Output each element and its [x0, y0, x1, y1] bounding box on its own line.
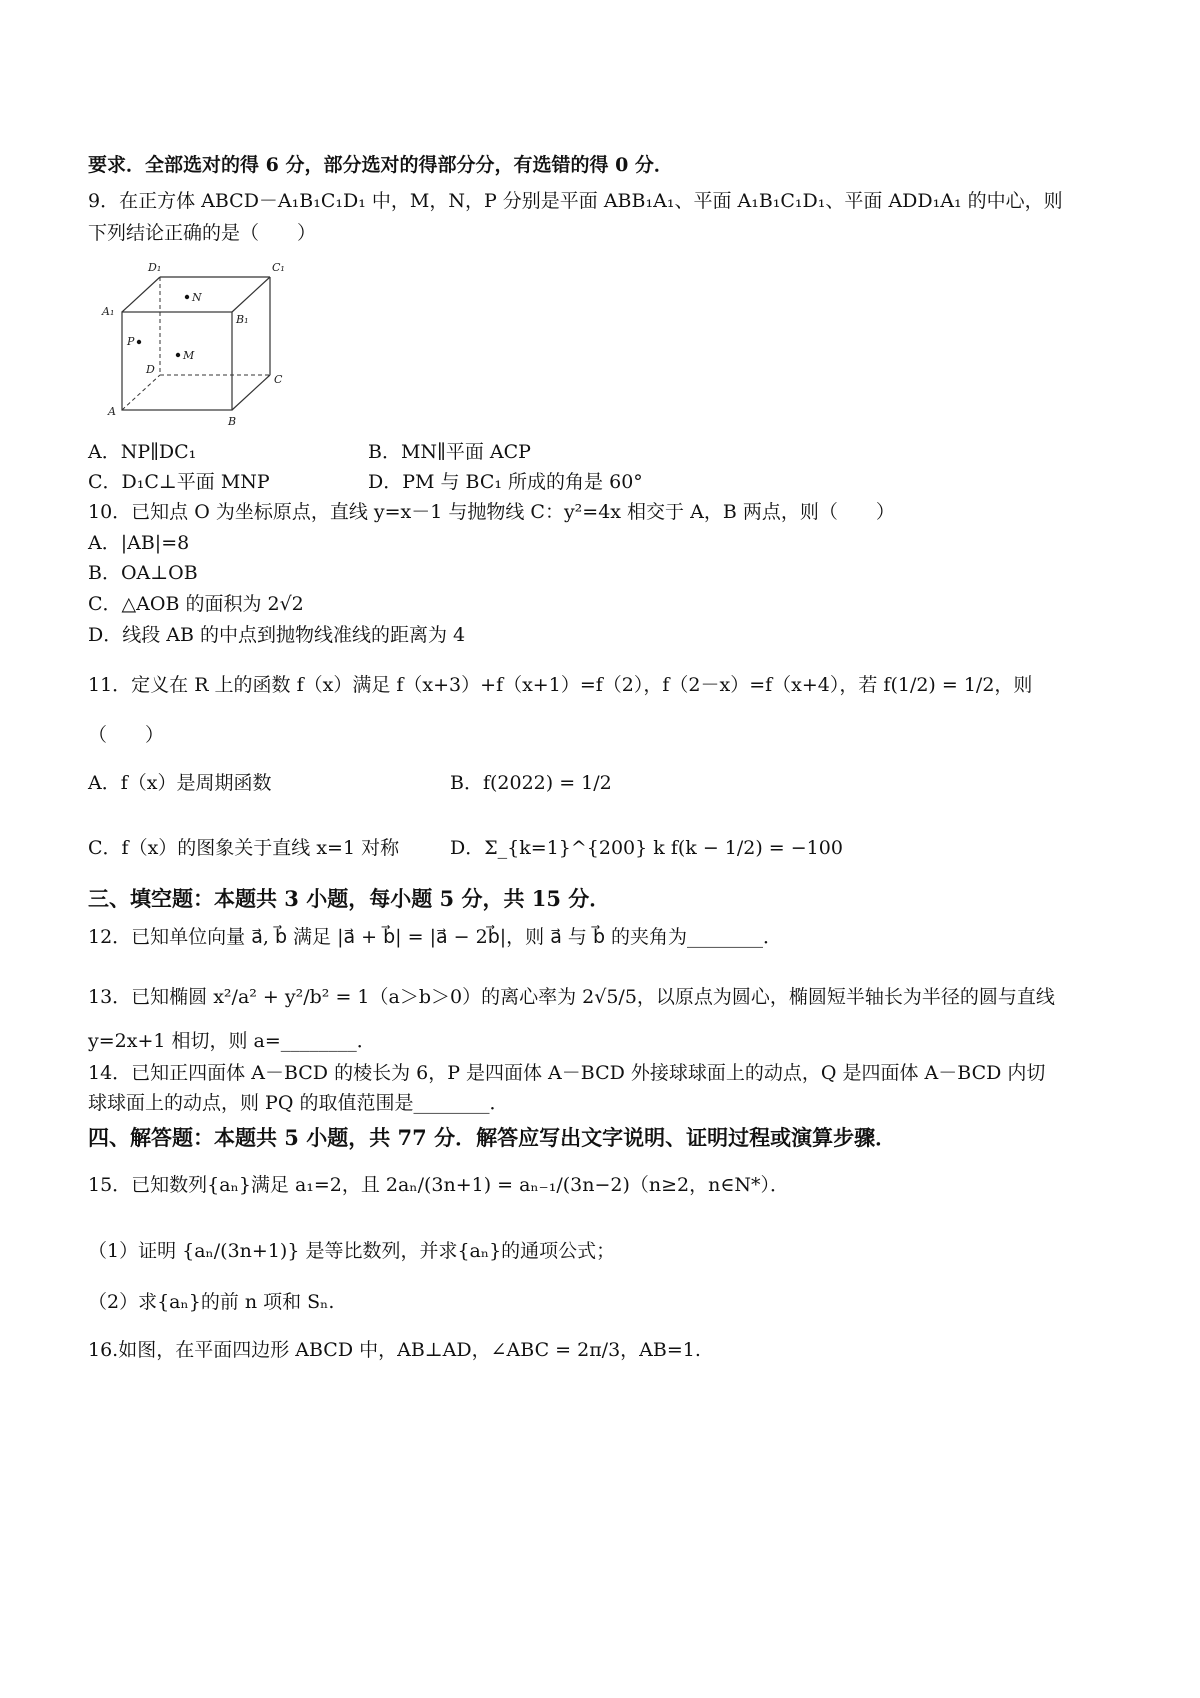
label-p: P: [127, 335, 135, 348]
q10-option-a: A．|AB|=8: [88, 532, 190, 554]
q10-option-b: B．OA⊥OB: [88, 562, 198, 584]
label-m: M: [183, 349, 195, 362]
q14-stem-line2: 球球面上的动点，则 PQ 的取值范围是________．: [88, 1092, 509, 1114]
q13-stem-line1: 13．已知椭圆 x²/a² + y²/b² = 1（a＞b＞0）的离心率为 2√5/5，以原点为圆心，椭圆短半轴长为半径的圆与直线: [88, 986, 1055, 1008]
q9-option-b: B．MN∥平面 ACP: [368, 441, 531, 463]
q9-option-d: D．PM 与 BC₁ 所成的角是 60°: [368, 471, 643, 493]
label-d: D: [146, 363, 155, 376]
q11-option-b: B．f(2022) = 1/2: [450, 772, 612, 794]
label-b: B: [228, 415, 237, 428]
q11-answer-paren: （ ）: [88, 724, 165, 746]
q16-stem: 16.如图，在平面四边形 ABCD 中，AB⊥AD，∠ABC = 2π/3，AB=1.: [88, 1339, 701, 1361]
section-3-title: 三、填空题：本题共 3 小题，每小题 5 分，共 15 分．: [88, 886, 611, 911]
q10-option-d: D．线段 AB 的中点到抛物线准线的距离为 4: [88, 624, 466, 646]
label-a1: A₁: [102, 305, 115, 318]
label-n: N: [192, 291, 202, 304]
q15-stem: 15．已知数列{aₙ}满足 a₁=2，且 2aₙ/(3n+1) = aₙ₋₁/(3n−2)（n≥2，n∈N*）．: [88, 1174, 790, 1196]
q11-option-c: C．f（x）的图象关于直线 x=1 对称: [88, 837, 400, 859]
q9-stem-line1: 9．在正方体 ABCD－A₁B₁C₁D₁ 中，M，N，P 分别是平面 ABB₁A₁、平面 A₁B₁C₁D₁、平面 ADD₁A₁ 的中心，则: [88, 190, 1063, 212]
q10-stem: 10．已知点 O 为坐标原点，直线 y=x－1 与抛物线 C：y²=4x 相交于 A，B 两点，则（ ）: [88, 501, 895, 523]
label-d1: D₁: [148, 261, 162, 274]
label-a: A: [108, 405, 116, 418]
q15-part-2: （2）求{aₙ}的前 n 项和 Sₙ.: [88, 1291, 335, 1313]
q9-option-a: A．NP∥DC₁: [88, 441, 197, 463]
q15-part-1: （1）证明 {aₙ/(3n+1)} 是等比数列，并求{aₙ}的通项公式；: [88, 1240, 616, 1262]
q12-stem: 12．已知单位向量 a⃗, b⃗ 满足 |a⃗ + b⃗| = |a⃗ − 2b⃗|，则 a⃗ 与 b⃗ 的夹角为________．: [88, 926, 783, 948]
q14-stem-line1: 14．已知正四面体 A－BCD 的棱长为 6，P 是四面体 A－BCD 外接球球面上的动点，Q 是四面体 A－BCD 内切: [88, 1062, 1046, 1084]
q13-stem-line2: y=2x+1 相切，则 a=________．: [88, 1030, 376, 1052]
q11-stem: 11．定义在 R 上的函数 f（x）满足 f（x+3）+f（x+1）=f（2），f（2－x）=f（x+4），若 f(1/2) = 1/2，则: [88, 674, 1033, 696]
q10-option-c: C．△AOB 的面积为 2√2: [88, 593, 304, 615]
scoring-instruction: 要求．全部选对的得 6 分，部分选对的得部分分，有选错的得 0 分．: [88, 154, 673, 176]
q11-option-a: A．f（x）是周期函数: [88, 772, 272, 794]
section-4-title: 四、解答题：本题共 5 小题，共 77 分．解答应写出文字说明、证明过程或演算步骤．: [88, 1125, 897, 1150]
cube-figure: [100, 255, 300, 455]
label-b1: B₁: [236, 313, 249, 326]
q11-option-d: D．Σ_{k=1}^{200} k f(k − 1/2) = −100: [450, 837, 843, 859]
q9-option-c: C．D₁C⊥平面 MNP: [88, 471, 270, 493]
q9-stem-line2: 下列结论正确的是（ ）: [88, 222, 317, 244]
label-c1: C₁: [272, 261, 285, 274]
label-c: C: [274, 373, 283, 386]
